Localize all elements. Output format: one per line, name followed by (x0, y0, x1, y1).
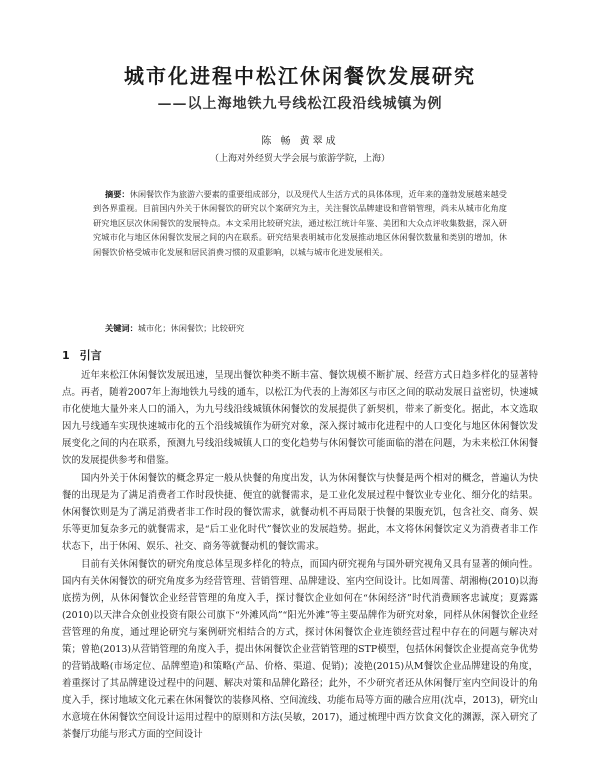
body-text (62, 367, 538, 743)
section-heading-introduction (62, 347, 102, 363)
paragraph-1: 近年来松江休闲餐饮发展迅速，呈现出餐饮种类不断丰富、餐饮规模不断扩展、经营方式日趋多样化的显著特点。再者，随着2007年上海地铁九号线的通车，以松江为代表的上海郊区与市区之间的联动发展日益密切，快速城市化使地大量外来人口的涌入，为九号线沿线城镇休闲餐饮的发展提供了新契机，带来了新变化。据此，本文选取因九号线通车实现快速城市化的五个沿线城镇作为研究对象，深入探讨城市化进程中的人口变化与地区休闲餐饮发展变化之间的内在联系，预测九号线沿线城镇人口的变化趋势与休闲餐饮可能面临的潜在问题，为未来松江休闲餐饮的发展提供参考和借鉴。 (62, 370, 538, 466)
paragraph-2: 国内外关于休闲餐饮的概念界定一般从快餐的角度出发，认为休闲餐饮与快餐是两个相对的概念，普遍认为快餐的出现是为了满足消费者工作时段快捷、便宜的就餐需求，是工业化发展过程中餐饮业专业化、细分化的结果。休闲餐饮则是为了满足消费者非工作时段的餐饮需求，就餐动机不再局限于快餐的果腹充饥，包含社交、商务、娱乐等更加复杂多元的就餐需求，是“后工业化时代”餐饮业的发展趋势。据此，本文将休闲餐饮定义为消费者非工作状态下，出于休闲、娱乐、社交、商务等就餐动机的餐饮需求。 (62, 473, 538, 552)
section-number: 1 (62, 349, 70, 362)
keywords-text: 城市化；休闲餐饮；比较研究 (137, 323, 245, 333)
abstract (93, 187, 507, 259)
section-title: 引言 (79, 349, 102, 362)
abstract-text: 休闲餐饮作为旅游六要素的重要组成部分，以及现代人生活方式的具体体现，近年来的蓬勃发展越来越受到各界重视。目前国内外关于休闲餐饮的研究以个案研究为主，关注餐饮品牌建设和营销管理，尚未从城市化角度研究地区层次休闲餐饮的发展特点。本文采用比较研究法，通过松江统计年鉴、美团和大众点评收集数据，深入研究城市化与地区休闲餐饮发展之间的内在联系。研究结果表明城市化发展推动地区休闲餐饮数量和类别的增加，休闲餐饮价格受城市化发展和居民消费习惯的双重影响，以城与城市化进发展相关。 (93, 189, 507, 257)
keywords (105, 323, 505, 334)
paragraph-3: 目前有关休闲餐饮的研究角度总体呈现多样化的特点，而国内研究视角与国外研究视角又具有显著的倾向性。国内有关休闲餐饮的研究角度多为经营管理、营销管理、品牌建设、室内空间设计。比如周蕾、胡湘梅(2010)以海底捞为例，从休闲餐饮企业经营管理的角度入手，探讨餐饮企业如何在“休闲经济”时代消费顾客忠诚度；夏露露(2010)以天津合众创业投资有限公司旗下“外滩风尚”“阳光外滩”等主要品牌作为研究对象，同样从休闲餐饮企业经营管理的角度，通过理论研究与案例研究相结合的方式，探讨休闲餐饮企业连锁经营过程中存在的问题与解决对策；曾艳(2013)从营销管理的角度入手，提出休闲餐饮企业营销管理的STP模型，包括休闲餐饮企业提高竞争优势的营销战略(市场定位、品牌塑造)和策略(产品、价格、渠道、促销)；凌艳(2015)从M餐饮企业品牌建设的角度，着重探讨了其品牌建设过程中的问题、解决对策和品牌化路径；此外，不少研究者还从休闲餐厅室内空间设计的角度入手，探讨地域文化元素在休闲餐饮的装修风格、空间流线、功能布局等方面的融合应用(沈卓，2013)，研究山水意境在休闲餐饮空间设计运用过程中的原则和方法(吴敏，2017)，通过梳理中西方饮食文化的渊源，深入研究了茶餐厅功能与形式方面的空间设计 (62, 559, 538, 740)
paper-subtitle: ——以上海地铁九号线松江段沿线城镇为例 (157, 96, 443, 112)
abstract-label: 摘要： (105, 189, 130, 199)
author-affiliation: （上海对外经贸大学会展与旅游学院，上海） (209, 154, 390, 164)
keywords-label: 关键词： (105, 323, 138, 333)
paper-title: 城市化进程中松江休闲餐饮发展研究 (124, 64, 476, 88)
author-names: 陈 畅 黄翠成 (261, 136, 339, 147)
